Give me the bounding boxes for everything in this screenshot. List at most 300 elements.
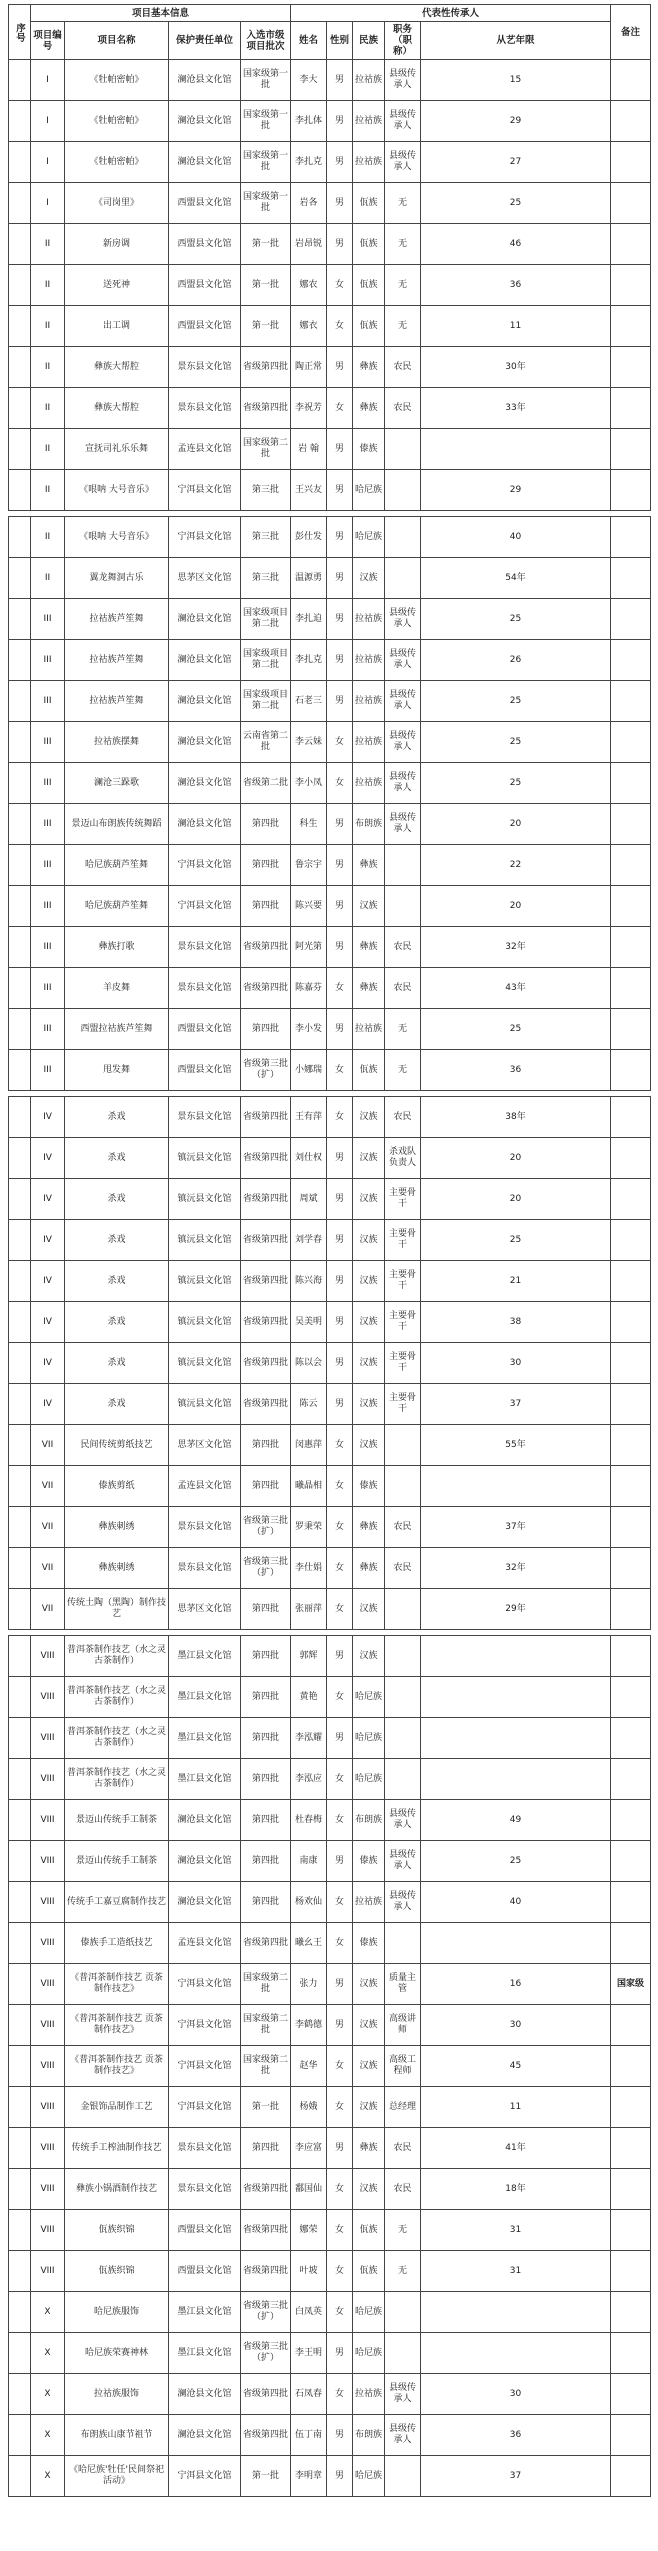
gender-cell: 女 xyxy=(327,1759,353,1800)
gender-cell: 女 xyxy=(327,306,353,347)
ethnicity-cell: 拉祜族 xyxy=(353,763,385,804)
project-name-cell: 羊皮舞 xyxy=(65,968,169,1009)
remark-cell xyxy=(611,517,651,558)
table-row xyxy=(9,265,651,306)
title-cell: 县级传承人 xyxy=(385,763,421,804)
gender-cell: 女 xyxy=(327,2087,353,2128)
table-row xyxy=(9,60,651,101)
project-name-cell: 《牡帕密帕》 xyxy=(65,142,169,183)
gender-cell: 男 xyxy=(327,183,353,224)
title-cell: 主要骨干 xyxy=(385,1343,421,1384)
seq-cell xyxy=(9,1759,31,1800)
ethnicity-cell: 汉族 xyxy=(353,2169,385,2210)
batch-cell: 国家级项目第二批 xyxy=(241,681,291,722)
gender-cell: 女 xyxy=(327,2210,353,2251)
table-row xyxy=(9,1384,651,1425)
title-cell xyxy=(385,2333,421,2374)
project-name-cell: 新房调 xyxy=(65,224,169,265)
batch-cell: 省级第四批 xyxy=(241,1179,291,1220)
table-row xyxy=(9,1050,651,1091)
ethnicity-cell: 汉族 xyxy=(353,1589,385,1630)
years-cell xyxy=(421,1466,611,1507)
project-name-cell: 传统手工嘉豆腐制作技艺 xyxy=(65,1882,169,1923)
project-code-cell: II xyxy=(31,224,65,265)
years-cell: 37 xyxy=(421,1384,611,1425)
protect-unit-cell: 景东县文化馆 xyxy=(169,1548,241,1589)
table-row xyxy=(9,2005,651,2046)
project-name-cell: 杀戏 xyxy=(65,1138,169,1179)
batch-cell: 省级第四批 xyxy=(241,2374,291,2415)
gender-cell: 男 xyxy=(327,2333,353,2374)
project-code-cell: II xyxy=(31,517,65,558)
batch-cell: 第四批 xyxy=(241,1009,291,1050)
ethnicity-cell: 拉祜族 xyxy=(353,60,385,101)
batch-cell: 省级第四批 xyxy=(241,2210,291,2251)
gender-cell: 女 xyxy=(327,1548,353,1589)
seq-cell xyxy=(9,306,31,347)
seq-cell xyxy=(9,1589,31,1630)
protect-unit-cell: 澜沧县文化馆 xyxy=(169,2374,241,2415)
name-header: 姓名 xyxy=(291,22,327,60)
protect-unit-cell: 澜沧县文化馆 xyxy=(169,1841,241,1882)
title-cell: 县级传承人 xyxy=(385,599,421,640)
batch-cell: 第四批 xyxy=(241,1718,291,1759)
ethnicity-cell: 彝族 xyxy=(353,1507,385,1548)
ethnicity-cell: 拉祜族 xyxy=(353,599,385,640)
seq-cell xyxy=(9,2374,31,2415)
remark-cell xyxy=(611,1841,651,1882)
gender-cell: 男 xyxy=(327,845,353,886)
title-cell xyxy=(385,2292,421,2333)
title-cell: 县级传承人 xyxy=(385,2374,421,2415)
seq-cell xyxy=(9,429,31,470)
project-code-cell: VIII xyxy=(31,2005,65,2046)
inheritor-name-cell: 岩昂锐 xyxy=(291,224,327,265)
project-code-cell: III xyxy=(31,1050,65,1091)
ethnicity-cell: 汉族 xyxy=(353,1220,385,1261)
title-cell: 县级传承人 xyxy=(385,1882,421,1923)
table-row xyxy=(9,388,651,429)
project-code-cell: III xyxy=(31,804,65,845)
title-cell: 农民 xyxy=(385,1097,421,1138)
batch-cell: 国家级第二批 xyxy=(241,2046,291,2087)
inheritor-name-cell: 曦晶相 xyxy=(291,1466,327,1507)
table-row xyxy=(9,470,651,511)
gender-cell: 女 xyxy=(327,1882,353,1923)
gender-cell: 男 xyxy=(327,1220,353,1261)
ethnicity-cell: 汉族 xyxy=(353,1097,385,1138)
title-cell: 县级传承人 xyxy=(385,722,421,763)
gender-header: 性别 xyxy=(327,22,353,60)
protect-unit-cell: 景东县文化馆 xyxy=(169,2128,241,2169)
gender-cell: 女 xyxy=(327,2169,353,2210)
batch-cell: 第四批 xyxy=(241,1759,291,1800)
seq-cell xyxy=(9,1507,31,1548)
protect-unit-cell: 澜沧县文化馆 xyxy=(169,640,241,681)
protect-unit-cell: 宁洱县文化馆 xyxy=(169,2087,241,2128)
years-cell xyxy=(421,1718,611,1759)
ethnicity-cell: 汉族 xyxy=(353,2005,385,2046)
years-cell xyxy=(421,2292,611,2333)
protect-unit-cell: 思茅区文化馆 xyxy=(169,558,241,599)
gender-cell: 女 xyxy=(327,1425,353,1466)
title-cell: 农民 xyxy=(385,388,421,429)
seq-cell xyxy=(9,142,31,183)
seq-cell xyxy=(9,2251,31,2292)
inheritor-name-cell: 王有萍 xyxy=(291,1097,327,1138)
project-name-cell: 杀戏 xyxy=(65,1261,169,1302)
batch-cell: 第四批 xyxy=(241,845,291,886)
remark-cell xyxy=(611,1507,651,1548)
batch-cell: 国家级第一批 xyxy=(241,142,291,183)
years-cell: 16 xyxy=(421,1964,611,2005)
gender-cell: 男 xyxy=(327,640,353,681)
gender-cell: 男 xyxy=(327,599,353,640)
batch-cell: 第一批 xyxy=(241,265,291,306)
seq-cell xyxy=(9,927,31,968)
table-row xyxy=(9,1882,651,1923)
seq-cell xyxy=(9,2415,31,2456)
protect-unit-cell: 镇沅县文化馆 xyxy=(169,1261,241,1302)
project-name-cell: 普洱茶制作技艺（水之灵古茶制作） xyxy=(65,1677,169,1718)
protect-unit-cell: 宁洱县文化馆 xyxy=(169,2046,241,2087)
inheritor-name-cell: 陈兴要 xyxy=(291,886,327,927)
project-name-cell: 澜沧三跺歌 xyxy=(65,763,169,804)
table-row xyxy=(9,517,651,558)
ethnicity-cell: 布朗族 xyxy=(353,1800,385,1841)
project-name-cell: 传统手工榨油制作技艺 xyxy=(65,2128,169,2169)
batch-cell: 国家级第一批 xyxy=(241,101,291,142)
inheritor-name-cell: 温源勇 xyxy=(291,558,327,599)
seq-cell xyxy=(9,1138,31,1179)
batch-cell: 省级第四批 xyxy=(241,1220,291,1261)
years-cell: 36 xyxy=(421,2415,611,2456)
title-cell: 县级传承人 xyxy=(385,1841,421,1882)
years-cell: 49 xyxy=(421,1800,611,1841)
project-code-cell: X xyxy=(31,2292,65,2333)
project-code-cell: IV xyxy=(31,1138,65,1179)
protect-unit-cell: 孟连县文化馆 xyxy=(169,1923,241,1964)
title-cell: 县级传承人 xyxy=(385,60,421,101)
title-cell xyxy=(385,429,421,470)
seq-cell xyxy=(9,2333,31,2374)
inheritor-name-cell: 李仕娟 xyxy=(291,1548,327,1589)
inheritor-name-cell: 鲁宗宇 xyxy=(291,845,327,886)
title-cell: 农民 xyxy=(385,927,421,968)
years-cell: 18年 xyxy=(421,2169,611,2210)
project-name-cell: 普洱茶制作技艺（水之灵古茶制作） xyxy=(65,1718,169,1759)
batch-cell: 第一批 xyxy=(241,306,291,347)
table-row xyxy=(9,1507,651,1548)
protect-unit-cell: 澜沧县文化馆 xyxy=(169,722,241,763)
title-cell: 主要骨干 xyxy=(385,1220,421,1261)
ethnicity-cell: 拉祜族 xyxy=(353,101,385,142)
seq-cell xyxy=(9,1800,31,1841)
gender-cell: 女 xyxy=(327,265,353,306)
table-row xyxy=(9,1677,651,1718)
inheritor-name-cell: 阿光第 xyxy=(291,927,327,968)
project-code-cell: X xyxy=(31,2456,65,2497)
inheritor-name-cell: 娜农 xyxy=(291,265,327,306)
years-cell: 30 xyxy=(421,2374,611,2415)
batch-cell: 第四批 xyxy=(241,1841,291,1882)
table-row xyxy=(9,1302,651,1343)
ethnicity-cell: 佤族 xyxy=(353,2251,385,2292)
remark-cell xyxy=(611,142,651,183)
remarks-header: 备注 xyxy=(611,5,651,60)
years-cell: 25 xyxy=(421,763,611,804)
remark-cell xyxy=(611,558,651,599)
gender-cell: 男 xyxy=(327,470,353,511)
project-code-cell: VII xyxy=(31,1589,65,1630)
ethnicity-cell: 傣族 xyxy=(353,1923,385,1964)
remark-cell xyxy=(611,1589,651,1630)
years-cell: 27 xyxy=(421,142,611,183)
table-row xyxy=(9,1759,651,1800)
years-cell: 25 xyxy=(421,1220,611,1261)
ethnicity-cell: 哈尼族 xyxy=(353,1718,385,1759)
table-row xyxy=(9,2415,651,2456)
inheritor-name-cell: 刘学春 xyxy=(291,1220,327,1261)
project-code-cell: VIII xyxy=(31,2251,65,2292)
seq-cell xyxy=(9,1384,31,1425)
protect-unit-cell: 西盟县文化馆 xyxy=(169,2210,241,2251)
remark-cell xyxy=(611,1636,651,1677)
table-row xyxy=(9,2087,651,2128)
table-row xyxy=(9,1718,651,1759)
protect-unit-cell: 宁洱县文化馆 xyxy=(169,2456,241,2497)
project-code-cell: I xyxy=(31,183,65,224)
protect-unit-cell: 景东县文化馆 xyxy=(169,347,241,388)
project-name-cell: 拉祜族摆舞 xyxy=(65,722,169,763)
seq-cell xyxy=(9,2210,31,2251)
protect-unit-cell: 孟连县文化馆 xyxy=(169,429,241,470)
project-name-cell: 送死神 xyxy=(65,265,169,306)
table-row xyxy=(9,1800,651,1841)
seq-cell xyxy=(9,1718,31,1759)
ethnicity-cell: 汉族 xyxy=(353,1384,385,1425)
protect-unit-cell: 镇沅县文化馆 xyxy=(169,1220,241,1261)
title-cell: 杀戏队负责人 xyxy=(385,1138,421,1179)
gender-cell: 男 xyxy=(327,1009,353,1050)
table-row xyxy=(9,763,651,804)
title-cell: 无 xyxy=(385,183,421,224)
batch-cell: 省级第四批 xyxy=(241,2251,291,2292)
gender-cell: 男 xyxy=(327,1964,353,2005)
years-cell xyxy=(421,1759,611,1800)
batch-cell: 省级第四批 xyxy=(241,1097,291,1138)
batch-cell: 第四批 xyxy=(241,1636,291,1677)
ethnicity-cell: 拉祜族 xyxy=(353,1882,385,1923)
gender-cell: 男 xyxy=(327,1138,353,1179)
remark-cell xyxy=(611,1882,651,1923)
protect-unit-cell: 景东县文化馆 xyxy=(169,2169,241,2210)
inheritor-name-cell: 李扎克 xyxy=(291,142,327,183)
title-cell xyxy=(385,1677,421,1718)
title-cell: 无 xyxy=(385,265,421,306)
project-name-cell: 《普洱茶制作技艺 贡茶制作技艺》 xyxy=(65,2046,169,2087)
ethnicity-cell: 佤族 xyxy=(353,306,385,347)
remark-cell xyxy=(611,1466,651,1507)
remark-cell xyxy=(611,1923,651,1964)
years-cell xyxy=(421,1636,611,1677)
seq-cell xyxy=(9,1343,31,1384)
project-name-cell: 杀戏 xyxy=(65,1384,169,1425)
years-cell: 15 xyxy=(421,60,611,101)
seq-cell xyxy=(9,886,31,927)
title-cell xyxy=(385,517,421,558)
ethnicity-cell: 彝族 xyxy=(353,927,385,968)
project-code-cell: IV xyxy=(31,1261,65,1302)
inheritor-name-cell: 闵惠萍 xyxy=(291,1425,327,1466)
seq-cell xyxy=(9,1009,31,1050)
inheritor-name-cell: 小娜瑞 xyxy=(291,1050,327,1091)
project-name-cell: 彝族小锅酒制作技艺 xyxy=(65,2169,169,2210)
ethnicity-cell: 哈尼族 xyxy=(353,2456,385,2497)
title-cell: 无 xyxy=(385,1009,421,1050)
inheritor-name-cell: 李扎迫 xyxy=(291,599,327,640)
remark-cell xyxy=(611,1220,651,1261)
protect-unit-cell: 墨江县文化馆 xyxy=(169,2292,241,2333)
remark-cell xyxy=(611,599,651,640)
project-name-cell: 金银饰品制作工艺 xyxy=(65,2087,169,2128)
years-cell: 43年 xyxy=(421,968,611,1009)
project-name-cell: 景迈山布朗族传统舞蹈 xyxy=(65,804,169,845)
table-row xyxy=(9,2046,651,2087)
years-cell: 11 xyxy=(421,2087,611,2128)
ethnicity-cell: 汉族 xyxy=(353,1138,385,1179)
remark-cell: 国家级 xyxy=(611,1964,651,2005)
project-name-cell: 《哏呐 大号音乐》 xyxy=(65,517,169,558)
project-name-cell: 《牡帕密帕》 xyxy=(65,101,169,142)
batch-cell: 第三批 xyxy=(241,470,291,511)
batch-cell: 第四批 xyxy=(241,804,291,845)
years-cell: 37年 xyxy=(421,1507,611,1548)
project-code-cell: III xyxy=(31,599,65,640)
seq-cell xyxy=(9,1964,31,2005)
inheritor-name-cell: 叶坡 xyxy=(291,2251,327,2292)
ethnicity-cell: 布朗族 xyxy=(353,804,385,845)
seq-cell xyxy=(9,1097,31,1138)
remark-cell xyxy=(611,2415,651,2456)
inheritor-name-cell: 曦幺王 xyxy=(291,1923,327,1964)
ethnicity-cell: 汉族 xyxy=(353,1343,385,1384)
seq-cell xyxy=(9,1841,31,1882)
inheritor-name-cell: 王兴友 xyxy=(291,470,327,511)
remark-cell xyxy=(611,927,651,968)
inheritor-name-cell: 陶正常 xyxy=(291,347,327,388)
project-name-cell: 哈尼族服饰 xyxy=(65,2292,169,2333)
protect-unit-cell: 澜沧县文化馆 xyxy=(169,804,241,845)
project-name-cell: 甩发舞 xyxy=(65,1050,169,1091)
remark-cell xyxy=(611,101,651,142)
inheritor-name-cell: 岩各 xyxy=(291,183,327,224)
project-code-cell: X xyxy=(31,2374,65,2415)
inheritor-name-cell: 李小凤 xyxy=(291,763,327,804)
protect-unit-cell: 镇沅县文化馆 xyxy=(169,1343,241,1384)
batch-cell: 省级第四批 xyxy=(241,2415,291,2456)
project-code-cell: III xyxy=(31,845,65,886)
seq-cell xyxy=(9,347,31,388)
title-cell: 无 xyxy=(385,2210,421,2251)
title-cell: 县级传承人 xyxy=(385,681,421,722)
table-row xyxy=(9,347,651,388)
years-cell: 40 xyxy=(421,1882,611,1923)
project-code-cell: III xyxy=(31,927,65,968)
project-name-cell: 《普洱茶制作技艺 贡茶制作技艺》 xyxy=(65,1964,169,2005)
project-name-cell: 宣抚司礼乐乐舞 xyxy=(65,429,169,470)
years-cell xyxy=(421,1923,611,1964)
project-name-cell: 《普洱茶制作技艺 贡茶制作技艺》 xyxy=(65,2005,169,2046)
gender-cell: 男 xyxy=(327,1384,353,1425)
years-cell: 20 xyxy=(421,886,611,927)
inheritor-name-cell: 石老三 xyxy=(291,681,327,722)
project-name-cell: 佤族织锦 xyxy=(65,2210,169,2251)
seq-cell xyxy=(9,763,31,804)
batch-cell: 省级第四批 xyxy=(241,347,291,388)
title-cell: 农民 xyxy=(385,968,421,1009)
batch-cell: 国家级项目第二批 xyxy=(241,599,291,640)
title-cell: 县级传承人 xyxy=(385,804,421,845)
protect-unit-cell: 宁洱县文化馆 xyxy=(169,886,241,927)
seq-cell xyxy=(9,968,31,1009)
protect-unit-cell: 西盟县文化馆 xyxy=(169,306,241,347)
protect-unit-cell: 墨江县文化馆 xyxy=(169,2333,241,2374)
ethnicity-cell: 彝族 xyxy=(353,2128,385,2169)
years-cell: 25 xyxy=(421,183,611,224)
table-row xyxy=(9,1343,651,1384)
gender-cell: 男 xyxy=(327,2128,353,2169)
inheritor-name-cell: 赵华 xyxy=(291,2046,327,2087)
seq-cell xyxy=(9,558,31,599)
project-code-cell: III xyxy=(31,763,65,804)
title-cell xyxy=(385,1636,421,1677)
protect-unit-cell: 澜沧县文化馆 xyxy=(169,60,241,101)
remark-cell xyxy=(611,640,651,681)
project-name-cell: 彝族大帮腔 xyxy=(65,347,169,388)
remark-cell xyxy=(611,388,651,429)
project-name-header: 项目名称 xyxy=(65,22,169,60)
project-code-cell: X xyxy=(31,2415,65,2456)
project-name-cell: 哈尼族葫芦笙舞 xyxy=(65,845,169,886)
title-cell: 无 xyxy=(385,1050,421,1091)
seq-cell xyxy=(9,1548,31,1589)
gender-cell: 男 xyxy=(327,2005,353,2046)
gender-cell: 女 xyxy=(327,388,353,429)
years-cell: 40 xyxy=(421,517,611,558)
ethnicity-cell: 汉族 xyxy=(353,886,385,927)
title-cell: 县级传承人 xyxy=(385,142,421,183)
seq-cell xyxy=(9,1179,31,1220)
seq-cell xyxy=(9,1677,31,1718)
project-code-cell: VIII xyxy=(31,2210,65,2251)
inheritor-name-cell: 李祝芳 xyxy=(291,388,327,429)
project-code-cell: VII xyxy=(31,1466,65,1507)
inheritor-name-cell: 陈兴海 xyxy=(291,1261,327,1302)
years-cell: 30年 xyxy=(421,347,611,388)
inheritor-name-cell: 李鹤德 xyxy=(291,2005,327,2046)
protect-unit-cell: 景东县文化馆 xyxy=(169,1507,241,1548)
project-code-cell: VIII xyxy=(31,1841,65,1882)
project-name-cell: 《哈尼族'牡任'民间祭祀活动》 xyxy=(65,2456,169,2497)
gender-cell: 男 xyxy=(327,804,353,845)
batch-cell: 国家级第一批 xyxy=(241,183,291,224)
table-row xyxy=(9,2333,651,2374)
title-cell: 无 xyxy=(385,306,421,347)
remark-cell xyxy=(611,265,651,306)
batch-cell: 省级第四批 xyxy=(241,968,291,1009)
title-cell: 主要骨干 xyxy=(385,1179,421,1220)
